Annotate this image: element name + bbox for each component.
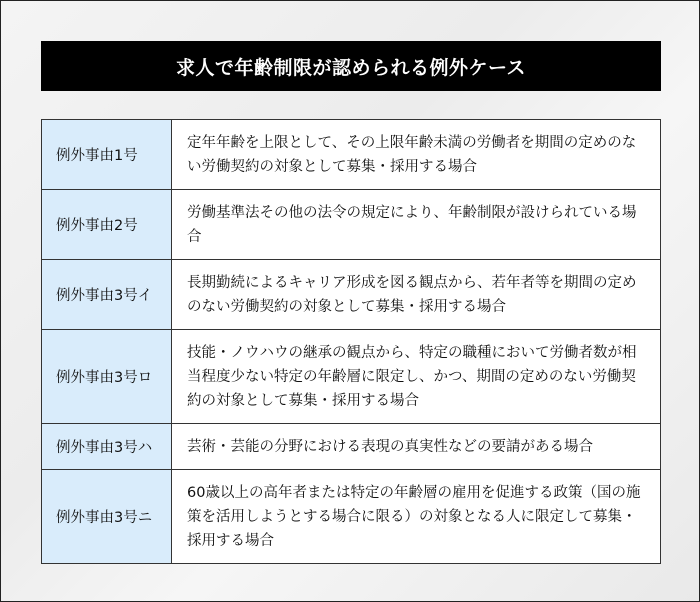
table-row <box>42 470 661 564</box>
case-label: 例外事由1号 <box>42 120 172 190</box>
case-label: 例外事由3号ロ <box>42 330 172 424</box>
case-label: 例外事由3号イ <box>42 260 172 330</box>
title-text: 求人で年齢制限が認められる例外ケース <box>175 56 527 79</box>
table-row <box>42 120 661 190</box>
table-row <box>42 330 661 424</box>
table-row <box>42 190 661 260</box>
case-description: 定年年齢を上限として、その上限年齢未満の労働者を期間の定めのない労働契約の対象として募集・採用する場合 <box>172 120 661 190</box>
case-description: 長期勤続によるキャリア形成を図る観点から、若年者等を期間の定めのない労働契約の対象として募集・採用する場合 <box>172 260 661 330</box>
table-row <box>42 424 661 470</box>
case-label: 例外事由3号ニ <box>42 470 172 564</box>
case-description: 60歳以上の高年者または特定の年齢層の雇用を促進する政策（国の施策を活用しようとする場合に限る）の対象となる人に限定して募集・採用する場合 <box>172 470 661 564</box>
case-description: 技能・ノウハウの継承の観点から、特定の職種において労働者数が相当程度少ない特定の年齢層に限定し、かつ、期間の定めのない労働契約の対象として募集・採用する場合 <box>172 330 661 424</box>
case-description: 芸術・芸能の分野における表現の真実性などの要請がある場合 <box>172 424 661 470</box>
table-row <box>42 260 661 330</box>
exception-cases-table <box>41 119 661 564</box>
page-title <box>41 41 661 91</box>
case-label: 例外事由3号ハ <box>42 424 172 470</box>
case-label: 例外事由2号 <box>42 190 172 260</box>
case-description: 労働基準法その他の法令の規定により、年齢制限が設けられている場合 <box>172 190 661 260</box>
